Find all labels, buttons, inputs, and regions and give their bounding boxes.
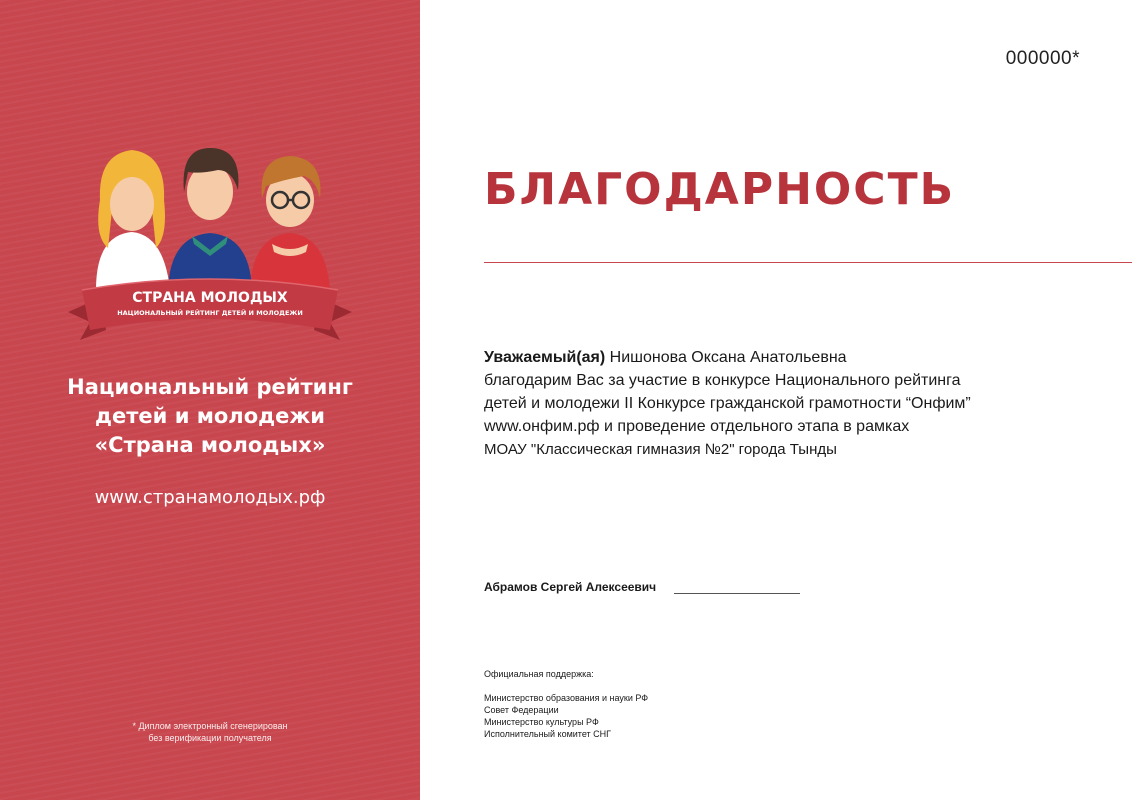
heading-divider <box>484 262 1132 263</box>
ribbon-title: СТРАНА МОЛОДЫХ <box>132 290 288 306</box>
recipient-name: Нишонова Оксана Анатольевна <box>609 349 847 366</box>
serial-number: 000000* <box>1005 48 1080 69</box>
org-title-line: Национальный рейтинг <box>67 375 353 399</box>
support-item: Совет Федерации <box>484 705 559 715</box>
note-line: * Диплом электронный сгенерирован <box>132 721 288 731</box>
org-title <box>20 373 400 460</box>
signature-line <box>674 593 800 594</box>
ribbon-subtitle: НАЦИОНАЛЬНЫЙ РЕЙТИНГ ДЕТЕЙ И МОЛОДЕЖИ <box>117 309 303 317</box>
document-heading: БЛАГОДАРНОСТЬ <box>484 164 956 215</box>
certificate-body <box>484 346 1104 461</box>
school-name: МОАУ "Классическая гимназия №2" города Тынды <box>484 441 837 458</box>
signer-name: Абрамов Сергей Алексеевич <box>484 580 657 594</box>
verification-note <box>20 720 400 744</box>
org-title-line: детей и молодежи <box>95 404 325 428</box>
body-line: благодарим Вас за участие в конкурсе Национального рейтинга <box>484 372 961 389</box>
body-line: детей и молодежи II Конкурсе гражданской грамотности “Онфим” <box>484 395 971 412</box>
salutation-line <box>484 346 1104 369</box>
salutation: Уважаемый(ая) <box>484 349 606 366</box>
left-panel <box>0 0 420 800</box>
strana-molodyh-logo <box>60 140 360 360</box>
support-item: Министерство образования и науки РФ <box>484 693 649 703</box>
site-url: www.странамолодых.рф <box>94 487 326 508</box>
support-heading: Официальная поддержка: <box>484 669 594 679</box>
support-item: Министерство культуры РФ <box>484 717 599 727</box>
body-line: www.онфим.рф и проведение отдельного этапа в рамках <box>484 418 910 435</box>
note-line: без верификации получателя <box>148 733 272 743</box>
support-item: Исполнительный комитет СНГ <box>484 729 612 739</box>
official-support <box>484 668 648 740</box>
org-title-line: «Страна молодых» <box>94 433 326 457</box>
